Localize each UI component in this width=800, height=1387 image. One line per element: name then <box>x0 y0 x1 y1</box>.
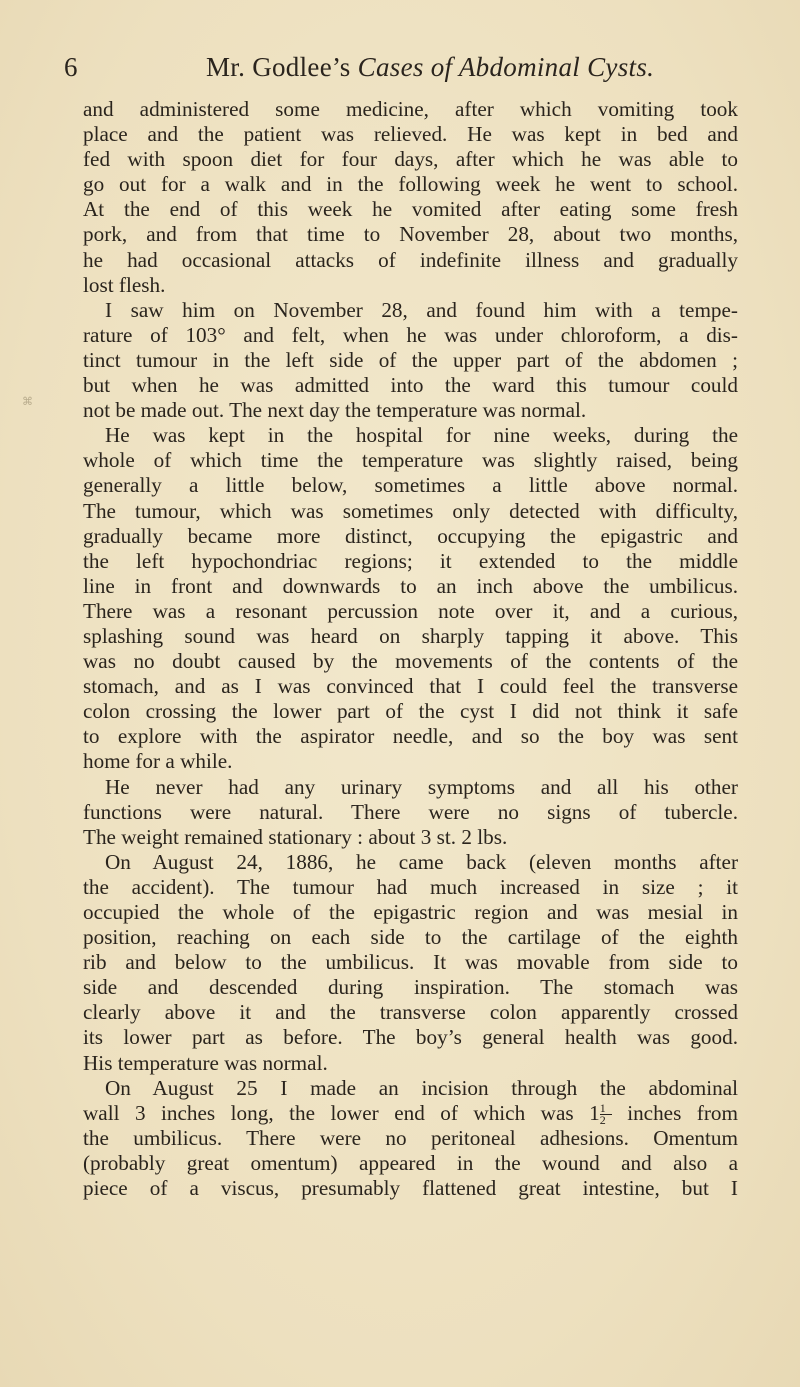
text-line: he had occasional attacks of indefinite illness and gradually <box>83 247 738 272</box>
text-line-part: wall 3 inches long, the lower end of which was <box>83 1100 590 1125</box>
text-line: lost flesh. <box>83 272 166 297</box>
text-line: home for a while. <box>83 749 233 774</box>
text-line: side and descended during inspiration. The stomach was <box>83 975 738 1000</box>
text-line: On August 24, 1886, he came back (eleven months after <box>105 849 738 874</box>
text-line: clearly above it and the transverse colon apparently crossed <box>83 1000 738 1025</box>
page-number: 6 <box>64 52 78 82</box>
text-line: (probably great omentum) appeared in the wound and also a <box>83 1150 738 1175</box>
running-title <box>206 52 654 83</box>
fraction <box>600 1103 612 1126</box>
text-line: The weight remained stationary : about 3 st. 2 lbs. <box>83 824 508 849</box>
text-line: its lower part as before. The boy’s general health was good. <box>83 1025 738 1050</box>
text-line: generally a little below, sometimes a little above normal. <box>83 473 738 498</box>
text-line: At the end of this week he vomited after eating some fresh <box>83 197 738 222</box>
text-line: piece of a viscus, presumably flattened great intestine, but I <box>83 1176 738 1201</box>
text-line: splashing sound was heard on sharply tapping it above. This <box>83 623 738 648</box>
text-line: stomach, and as I was convinced that I could feel the transverse <box>83 674 738 699</box>
fraction-numerator: 1 <box>600 1103 612 1115</box>
text-line-part: inches from <box>611 1100 738 1125</box>
running-head <box>64 52 738 86</box>
text-line: The tumour, which was sometimes only detected with difficulty, <box>83 498 738 523</box>
text-line: go out for a walk and in the following week he went to school. <box>83 172 738 197</box>
text-line: line in front and downwards to an inch above the umbilicus. <box>83 573 738 598</box>
text-line: fed with spoon diet for four days, after which he was able to <box>83 147 738 172</box>
text-line: rature of 103° and felt, when he was under chloroform, a dis- <box>83 322 738 347</box>
body-text <box>83 97 738 1201</box>
text-line <box>83 1101 738 1126</box>
text-line: I saw him on November 28, and found him with a tempe- <box>105 297 738 322</box>
text-line: gradually became more distinct, occupying the epigastric and <box>83 523 738 548</box>
text-line: was no doubt caused by the movements of the contents of the <box>83 649 738 674</box>
text-line: occupied the whole of the epigastric region and was mesial in <box>83 900 738 924</box>
running-title-author: Mr. Godlee’s <box>206 52 351 82</box>
text-line: functions were natural. There were no signs of tubercle. <box>83 799 738 824</box>
text-line: the umbilicus. There were no peritoneal adhesions. Omentum <box>83 1125 738 1150</box>
text-line: pork, and from that time to November 28, about two months, <box>83 222 738 247</box>
text-line: There was a resonant percussion note over it, and a curious, <box>83 598 738 623</box>
text-line: rib and below to the umbilicus. It was movable from side to <box>83 950 738 975</box>
running-title-italic: Cases of Abdominal Cysts. <box>357 52 655 82</box>
text-line: but when he was admitted into the ward this tumour could <box>83 373 738 398</box>
text-line: colon crossing the lower part of the cyst I did not think it safe <box>83 699 738 724</box>
text-line: tinct tumour in the left side of the upper part of the abdomen ; <box>83 347 738 372</box>
fraction-whole: 1 <box>589 1100 600 1125</box>
text-line: and administered some medicine, after which vomiting took <box>83 97 738 121</box>
text-line: His temperature was normal. <box>83 1050 328 1075</box>
page-speck-mark: ⌘ <box>22 396 33 408</box>
text-line: He never had any urinary symptoms and all his other <box>105 774 738 799</box>
text-line: place and the patient was relieved. He was kept in bed and <box>83 122 738 147</box>
fraction-denominator: 2 <box>599 1113 606 1128</box>
text-line: the left hypochondriac regions; it extended to the middle <box>83 548 738 573</box>
text-line: whole of which time the temperature was slightly raised, being <box>83 448 738 473</box>
text-line: position, reaching on each side to the cartilage of the eighth <box>83 925 738 950</box>
text-line: not be made out. The next day the temperature was normal. <box>83 398 587 423</box>
text-line: the accident). The tumour had much increased in size ; it <box>83 874 738 899</box>
text-line: On August 25 I made an incision through the abdominal <box>105 1075 738 1100</box>
text-line: He was kept in the hospital for nine weeks, during the <box>105 423 738 448</box>
text-line: to explore with the aspirator needle, and so the boy was sent <box>83 724 738 749</box>
